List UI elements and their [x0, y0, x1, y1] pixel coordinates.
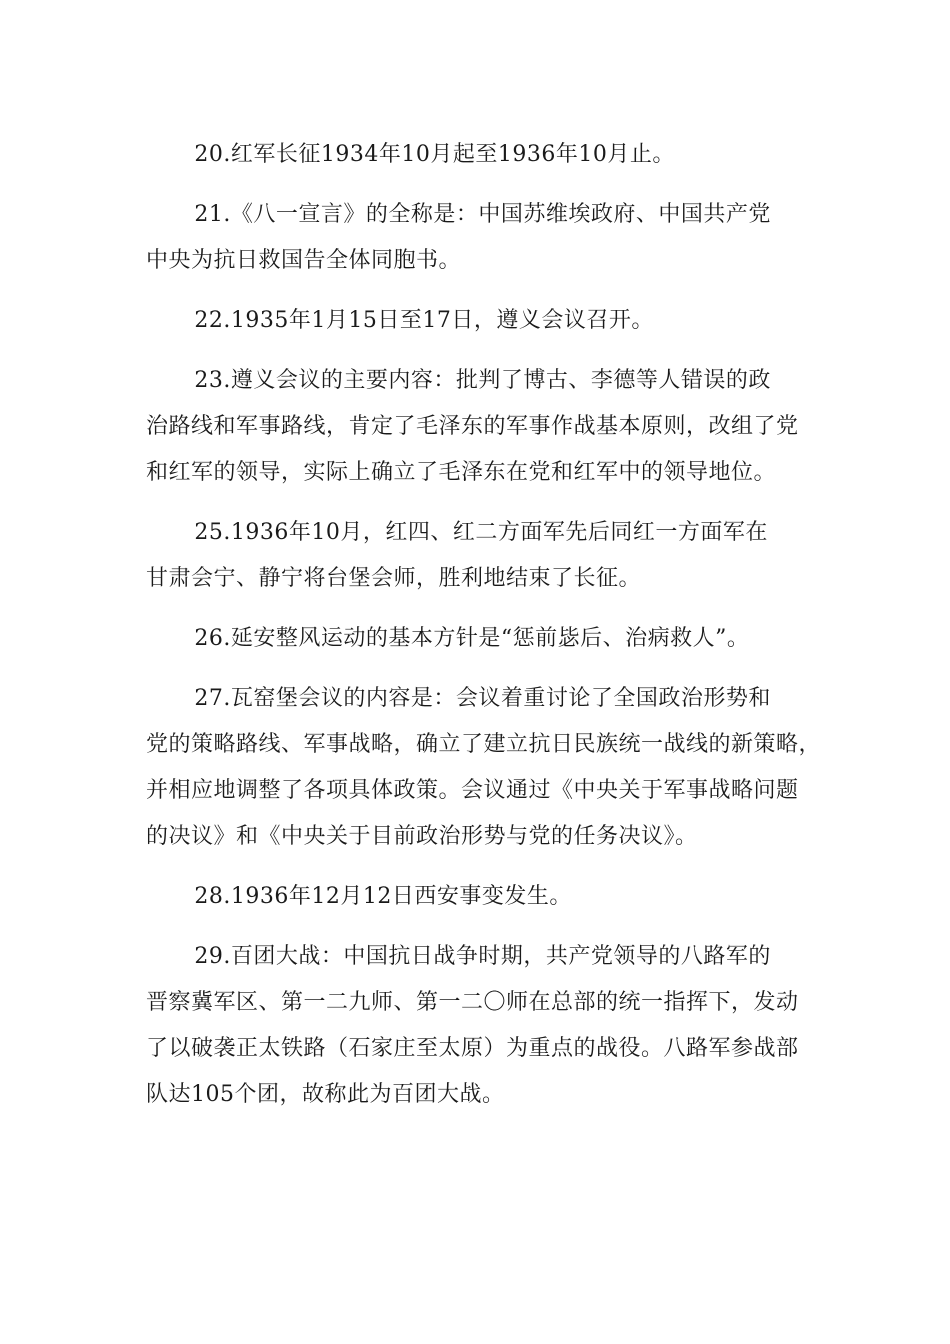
paragraph-line: 中央为抗日救国告全体同胞书。 — [146, 248, 462, 273]
paragraph-line: 25.1936年10月，红四、红二方面军先后同红一方面军在 — [194, 520, 768, 545]
paragraph-line: 了以破袭正太铁路（石家庄至太原）为重点的战役。八路军参战部 — [146, 1036, 799, 1061]
item-28 — [146, 874, 806, 920]
paragraph-line: 20.红军长征1934年10月起至1936年10月止。 — [194, 142, 675, 167]
paragraph-line: 27.瓦窑堡会议的内容是：会议着重讨论了全国政治形势和 — [194, 686, 771, 711]
item-25 — [146, 510, 806, 602]
paragraph-line: 21.《八一宣言》的全称是：中国苏维埃政府、中国共产党 — [194, 202, 771, 227]
paragraph-line: 28.1936年12月12日西安事变发生。 — [194, 884, 572, 909]
paragraph-line: 晋察冀军区、第一二九师、第一二〇师在总部的统一指挥下，发动 — [146, 990, 799, 1015]
item-29 — [146, 934, 806, 1118]
document-body — [146, 132, 822, 1132]
paragraph-line: 的决议》和《中央关于目前政治形势与党的任务决议》。 — [146, 824, 698, 849]
paragraph-line: 治路线和军事路线，肯定了毛泽东的军事作战基本原则，改组了党 — [146, 414, 799, 439]
item-21 — [146, 192, 806, 284]
item-23 — [146, 358, 806, 496]
paragraph-line: 26.延安整风运动的基本方针是“惩前毖后、治病救人”。 — [194, 626, 750, 651]
item-20 — [146, 132, 806, 178]
paragraph-line: 党的策略路线、军事战略，确立了建立抗日民族统一战线的新策略， — [146, 732, 822, 757]
paragraph-line: 并相应地调整了各项具体政策。会议通过《中央关于军事战略问题 — [146, 778, 799, 803]
item-27 — [146, 676, 822, 860]
paragraph-line: 22.1935年1月15日至17日，遵义会议召开。 — [194, 308, 654, 333]
paragraph-line: 甘肃会宁、静宁将台堡会师，胜利地结束了长征。 — [146, 566, 642, 591]
paragraph-line: 29.百团大战：中国抗日战争时期，共产党领导的八路军的 — [194, 944, 771, 969]
item-22 — [146, 298, 806, 344]
paragraph-line: 23.遵义会议的主要内容：批判了博古、李德等人错误的政 — [194, 368, 771, 393]
paragraph-line: 和红军的领导，实际上确立了毛泽东在党和红军中的领导地位。 — [146, 460, 777, 485]
item-26 — [146, 616, 806, 662]
paragraph-line: 队达105个团，故称此为百团大战。 — [146, 1082, 505, 1107]
